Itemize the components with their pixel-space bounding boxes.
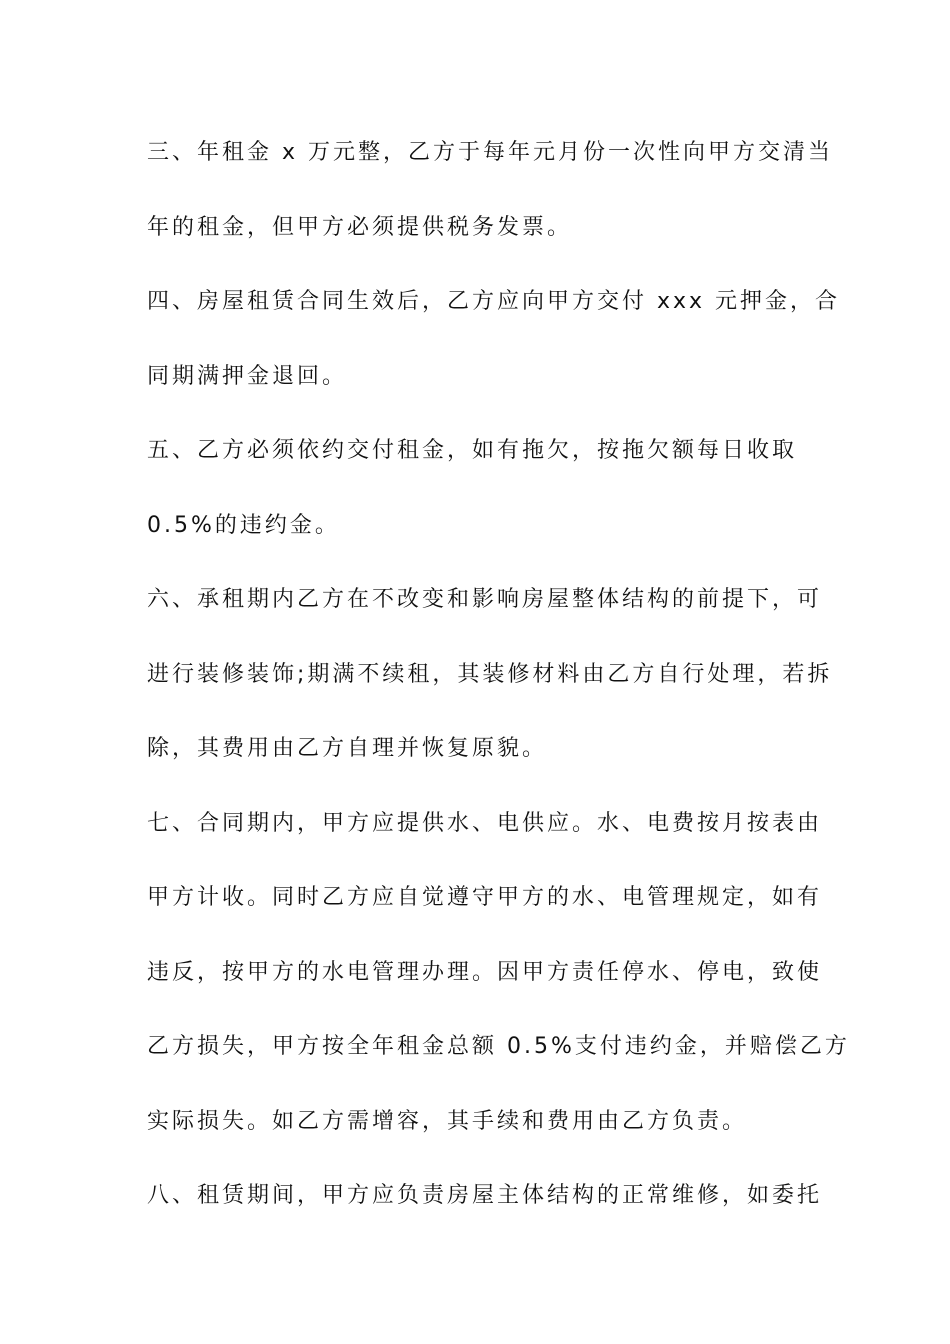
- text-line: 实际损失。如乙方需增容，其手续和费用由乙方负责。: [147, 1109, 748, 1134]
- text-line: 进行装修装饰;期满不续租，其装修材料由乙方自行处理，若拆: [147, 662, 833, 687]
- text-line: 六、承租期内乙方在不改变和影响房屋整体结构的前提下，可: [147, 587, 823, 612]
- text-line: 七、合同期内，甲方应提供水、电供应。水、电费按月按表由: [147, 811, 823, 836]
- text-line: 违反，按甲方的水电管理办理。因甲方责任停水、停电，致使: [147, 960, 823, 985]
- text-line: 五、乙方必须依约交付租金，如有拖欠，按拖欠额每日收取: [147, 438, 798, 463]
- text-line: 0.5%的违约金。: [147, 513, 340, 538]
- text-line: 三、年租金 x 万元整，乙方于每年元月份一次性向甲方交清当: [147, 140, 834, 165]
- text-line: 同期满押金退回。: [147, 364, 348, 389]
- text-line: 四、房屋租赁合同生效后，乙方应向甲方交付 xxx 元押金，合: [147, 289, 841, 314]
- text-line: 甲方计收。同时乙方应自觉遵守甲方的水、电管理规定，如有: [147, 885, 823, 910]
- text-line: 八、租赁期间，甲方应负责房屋主体结构的正常维修，如委托: [147, 1183, 823, 1208]
- text-line: 除，其费用由乙方自理并恢复原貌。: [147, 736, 548, 761]
- text-line: 年的租金，但甲方必须提供税务发票。: [147, 215, 573, 240]
- text-line: 乙方损失，甲方按全年租金总额 0.5%支付违约金，并赔偿乙方: [147, 1034, 850, 1059]
